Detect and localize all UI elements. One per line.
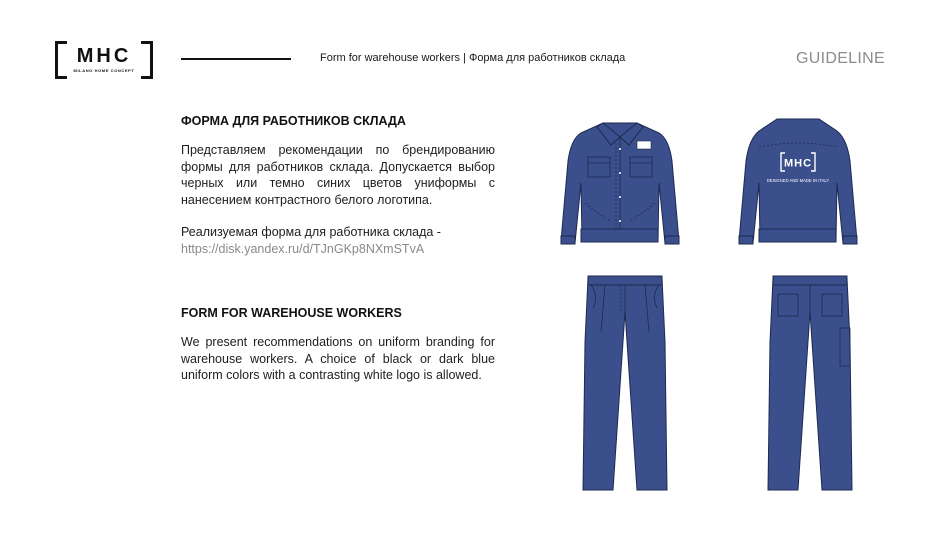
header-title: Form for warehouse workers | Форма для работников склада [320,52,626,64]
russian-link-intro: Реализуемая форма для работника склада - [181,225,441,239]
logo-subtitle: MILANO HOME CONCEPT [73,68,135,73]
jacket-back-illustration [733,113,863,253]
russian-link-paragraph [181,224,495,257]
header-divider [181,58,291,60]
back-print-tagline: DESIGNED AND MADE IN ITALY [766,178,830,183]
english-heading: FORM FOR WAREHOUSE WORKERS [181,306,402,320]
back-print-mark: MHC [783,157,813,170]
trousers-front-illustration [575,272,675,494]
russian-section [181,114,495,257]
jacket-front-illustration [555,113,685,253]
yandex-disk-link[interactable]: https://disk.yandex.ru/d/TJnGKp8NXmSTvA [181,241,425,256]
english-paragraph: We present recommendations on uniform branding for warehouse workers. A choice of black or dark blue uniform colors with a contrasting white logo is allowed. [181,335,495,382]
guideline-label: GUIDELINE [796,50,885,67]
trousers-back-illustration [760,272,860,494]
logo-mark: MHC [76,45,132,67]
russian-paragraph: Представляем рекомендации по брендированию формы для работников склада. Допускается выбор черных или темно синих цветов униформы с нанесением контрастного белого логотипа. [181,143,495,207]
mhc-logo [55,41,153,81]
russian-heading: ФОРМА ДЛЯ РАБОТНИКОВ СКЛАДА [181,114,406,128]
english-section [181,306,495,384]
